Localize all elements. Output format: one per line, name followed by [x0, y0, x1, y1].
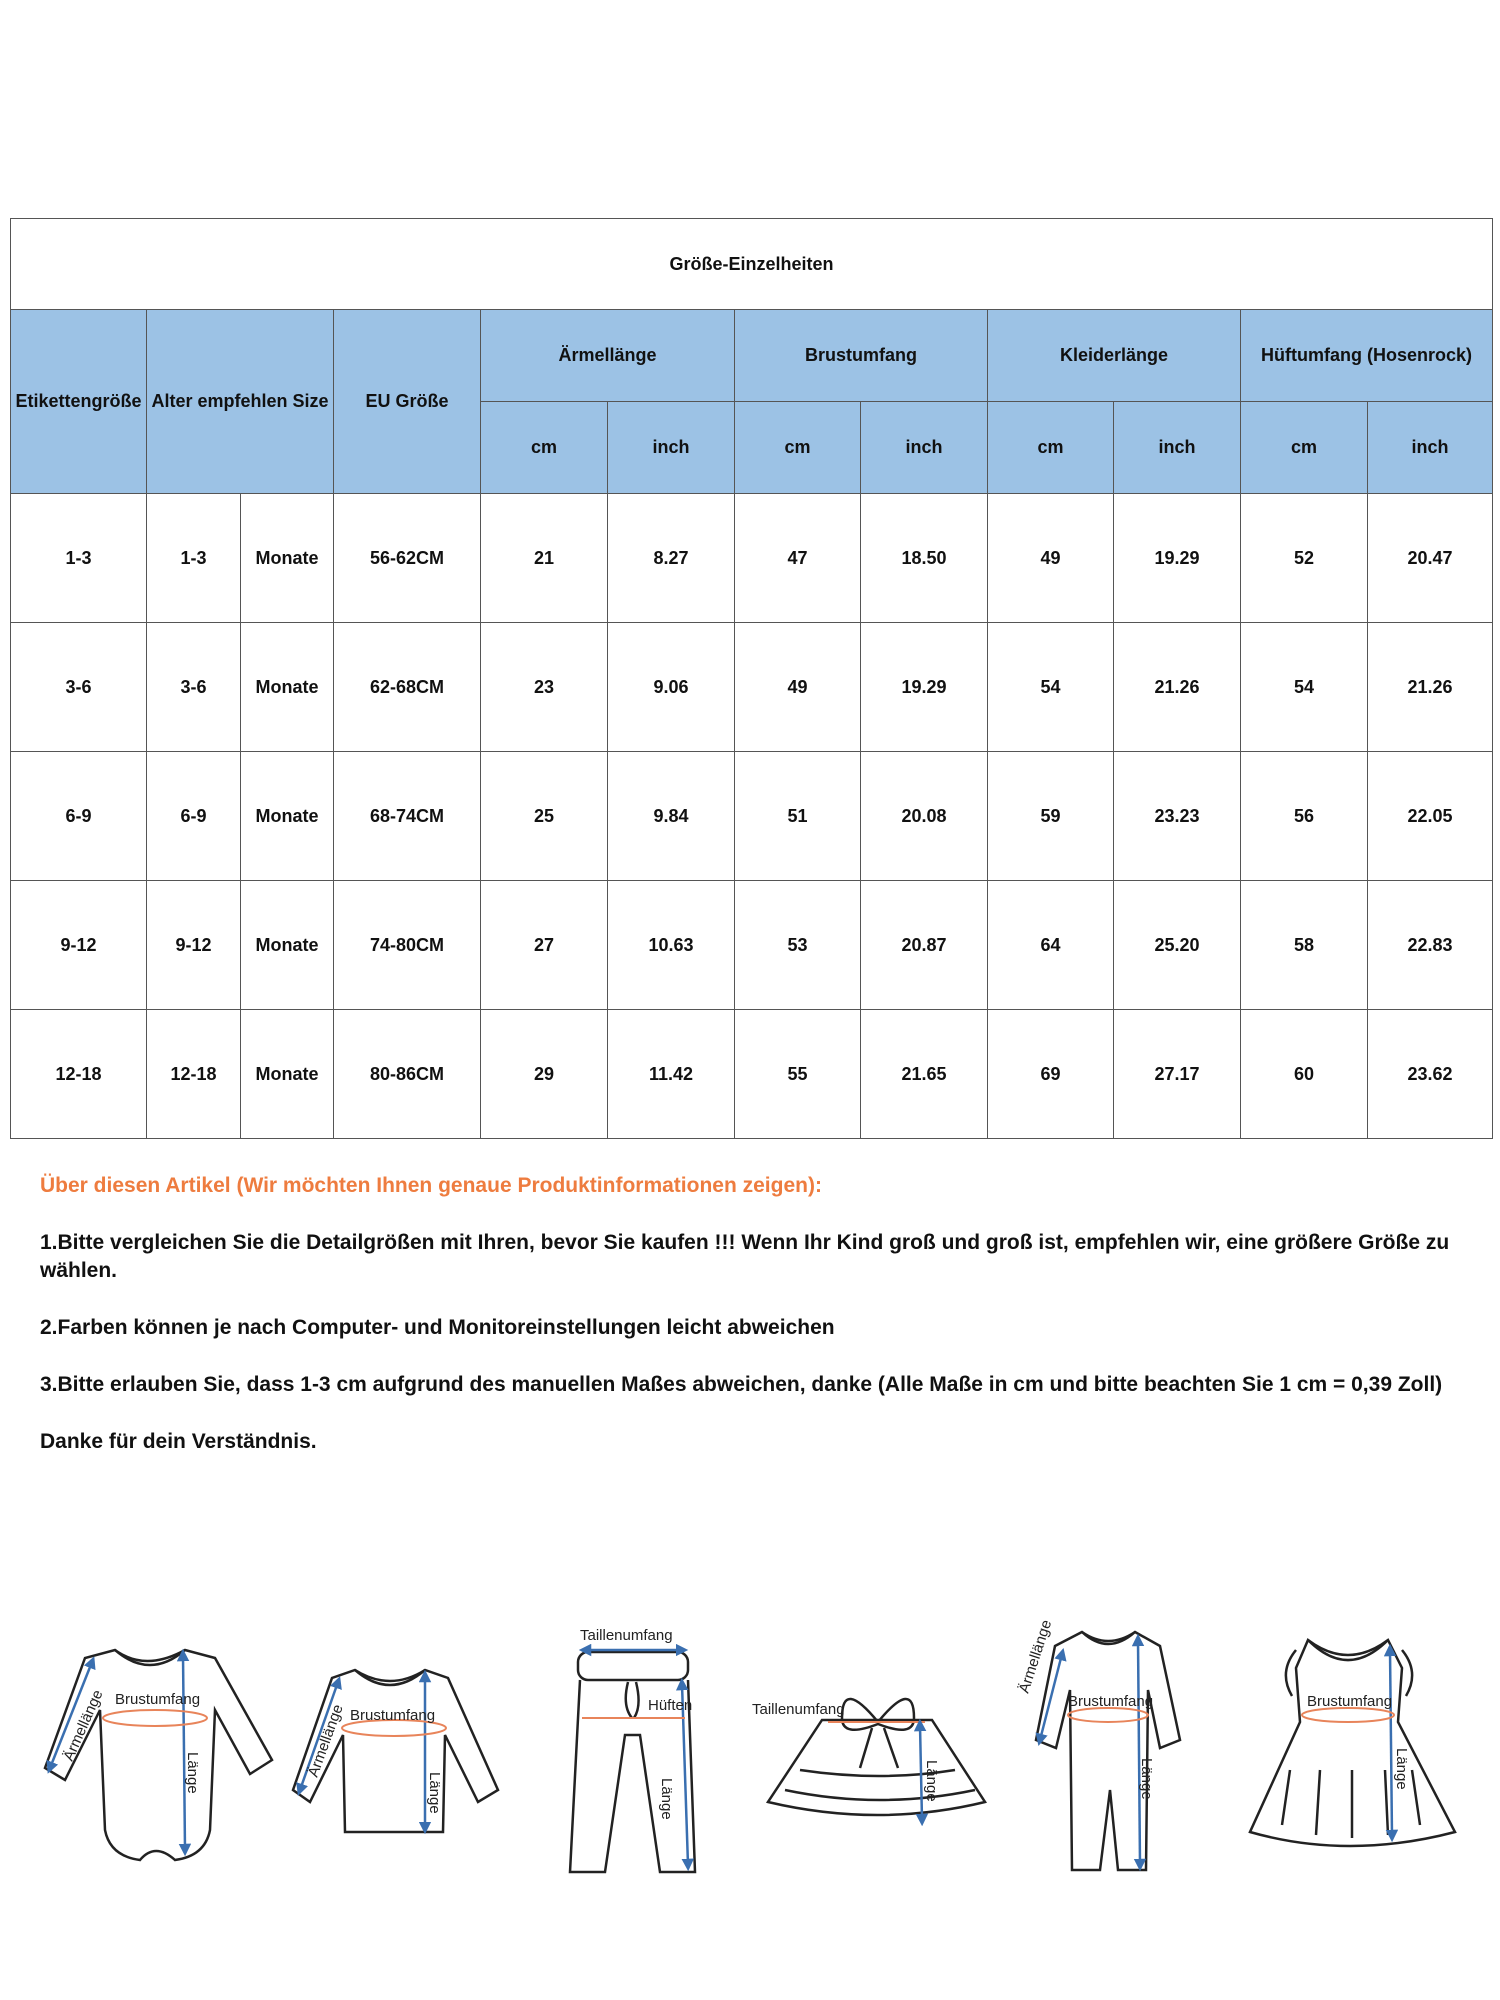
cell-chest-cm: 49	[735, 623, 861, 752]
cell-chest-cm: 51	[735, 752, 861, 881]
cell-length-inch: 19.29	[1114, 494, 1241, 623]
cell-age: 3-6	[147, 623, 241, 752]
cell-sleeve-cm: 29	[481, 1010, 608, 1139]
cell-length-cm: 54	[988, 623, 1114, 752]
label-chest: Brustumfang	[1307, 1693, 1393, 1710]
cell-label-size: 1-3	[11, 494, 147, 623]
cell-age: 9-12	[147, 881, 241, 1010]
header-unit-inch: inch	[608, 402, 735, 494]
cell-chest-cm: 55	[735, 1010, 861, 1139]
header-sleeve: Ärmellänge	[481, 310, 735, 402]
header-unit-inch: inch	[1114, 402, 1241, 494]
note-2: 2.Farben können je nach Computer- und Monitoreinstellungen leicht abweichen	[40, 1316, 835, 1339]
cell-length-cm: 59	[988, 752, 1114, 881]
cell-hip-inch: 22.05	[1368, 752, 1493, 881]
header-unit-cm: cm	[988, 402, 1114, 494]
label-length: Länge	[658, 1778, 675, 1820]
cell-label-size: 12-18	[11, 1010, 147, 1139]
cell-length-inch: 21.26	[1114, 623, 1241, 752]
cell-age-unit: Monate	[241, 1010, 334, 1139]
cell-sleeve-cm: 23	[481, 623, 608, 752]
label-chest: Brustumfang	[115, 1691, 201, 1708]
cell-age: 1-3	[147, 494, 241, 623]
note-3: 3.Bitte erlauben Sie, dass 1-3 cm aufgrund des manuellen Maßes abweichen, danke (Alle Maße in cm und bitte beachten Sie 1 cm = 0,39 Zoll)	[40, 1373, 1443, 1396]
label-length: Länge	[1138, 1758, 1155, 1800]
cell-eu-size: 74-80CM	[334, 881, 481, 1010]
cell-hip-cm: 54	[1241, 623, 1368, 752]
label-length: Länge	[184, 1752, 201, 1794]
cell-length-inch: 25.20	[1114, 881, 1241, 1010]
header-age: Alter empfehlen Size	[147, 310, 334, 494]
cell-eu-size: 62-68CM	[334, 623, 481, 752]
header-unit-inch: inch	[1368, 402, 1493, 494]
header-label-size: Etikettengröße	[11, 310, 147, 494]
cell-sleeve-inch: 8.27	[608, 494, 735, 623]
cell-age-unit: Monate	[241, 494, 334, 623]
note-1: 1.Bitte vergleichen Sie die Detailgrößen mit Ihren, bevor Sie kaufen !!! Wenn Ihr Kind groß und groß ist, empfehlen wir, eine größere Größe zu wählen.	[40, 1231, 1450, 1282]
label-chest: Brustumfang	[1068, 1693, 1154, 1710]
cell-chest-inch: 19.29	[861, 623, 988, 752]
cell-hip-cm: 56	[1241, 752, 1368, 881]
header-eu-size: EU Größe	[334, 310, 481, 494]
table-title: Größe-Einzelheiten	[11, 219, 1493, 310]
cell-length-inch: 27.17	[1114, 1010, 1241, 1139]
garment-diagrams	[0, 1610, 1500, 1910]
label-sleeve: Ärmellänge	[60, 1687, 107, 1764]
size-table	[10, 218, 1493, 1139]
cell-length-inch: 23.23	[1114, 752, 1241, 881]
cell-length-cm: 64	[988, 881, 1114, 1010]
cell-sleeve-inch: 11.42	[608, 1010, 735, 1139]
cell-sleeve-inch: 9.84	[608, 752, 735, 881]
table-row	[11, 1010, 1493, 1139]
cell-chest-inch: 20.08	[861, 752, 988, 881]
header-unit-cm: cm	[481, 402, 608, 494]
cell-hip-inch: 20.47	[1368, 494, 1493, 623]
cell-length-cm: 69	[988, 1010, 1114, 1139]
cell-chest-cm: 47	[735, 494, 861, 623]
cell-eu-size: 80-86CM	[334, 1010, 481, 1139]
cell-age: 12-18	[147, 1010, 241, 1139]
label-waist: Taillenumfang	[580, 1627, 673, 1644]
header-unit-inch: inch	[861, 402, 988, 494]
label-length: Länge	[923, 1760, 940, 1802]
header-dress-length: Kleiderlänge	[988, 310, 1241, 402]
label-sleeve: Ärmellänge	[304, 1702, 347, 1780]
cell-sleeve-inch: 9.06	[608, 623, 735, 752]
table-row	[11, 623, 1493, 752]
label-hip: Hüften	[648, 1697, 693, 1714]
cell-chest-inch: 20.87	[861, 881, 988, 1010]
cell-sleeve-cm: 25	[481, 752, 608, 881]
cell-label-size: 3-6	[11, 623, 147, 752]
cell-hip-cm: 60	[1241, 1010, 1368, 1139]
cell-hip-cm: 52	[1241, 494, 1368, 623]
cell-length-cm: 49	[988, 494, 1114, 623]
note-thanks: Danke für dein Verständnis.	[40, 1430, 317, 1453]
cell-age-unit: Monate	[241, 752, 334, 881]
romper-diagram	[1036, 1632, 1180, 1870]
cell-eu-size: 56-62CM	[334, 494, 481, 623]
product-notes	[40, 1172, 1460, 1485]
label-chest: Brustumfang	[350, 1707, 436, 1724]
cell-age-unit: Monate	[241, 881, 334, 1010]
cell-sleeve-cm: 21	[481, 494, 608, 623]
cell-hip-inch: 21.26	[1368, 623, 1493, 752]
label-length: Länge	[1393, 1748, 1410, 1790]
cell-age-unit: Monate	[241, 623, 334, 752]
dress-diagram	[1250, 1640, 1455, 1846]
cell-hip-inch: 23.62	[1368, 1010, 1493, 1139]
cell-chest-inch: 21.65	[861, 1010, 988, 1139]
table-row	[11, 752, 1493, 881]
cell-eu-size: 68-74CM	[334, 752, 481, 881]
cell-label-size: 9-12	[11, 881, 147, 1010]
cell-hip-cm: 58	[1241, 881, 1368, 1010]
label-sleeve: Ärmellänge	[1015, 1617, 1056, 1696]
cell-label-size: 6-9	[11, 752, 147, 881]
cell-sleeve-inch: 10.63	[608, 881, 735, 1010]
cell-chest-cm: 53	[735, 881, 861, 1010]
table-row	[11, 881, 1493, 1010]
table-row	[11, 494, 1493, 623]
cell-chest-inch: 18.50	[861, 494, 988, 623]
label-length: Länge	[426, 1772, 443, 1814]
cell-hip-inch: 22.83	[1368, 881, 1493, 1010]
label-waist: Taillenumfang	[752, 1701, 845, 1718]
notes-lead: Über diesen Artikel (Wir möchten Ihnen genaue Produktinformationen zeigen):	[40, 1174, 822, 1197]
cell-age: 6-9	[147, 752, 241, 881]
header-hip: Hüftumfang (Hosenrock)	[1241, 310, 1493, 402]
cell-sleeve-cm: 27	[481, 881, 608, 1010]
pants-diagram	[570, 1650, 695, 1872]
header-unit-cm: cm	[1241, 402, 1368, 494]
header-chest: Brustumfang	[735, 310, 988, 402]
header-unit-cm: cm	[735, 402, 861, 494]
